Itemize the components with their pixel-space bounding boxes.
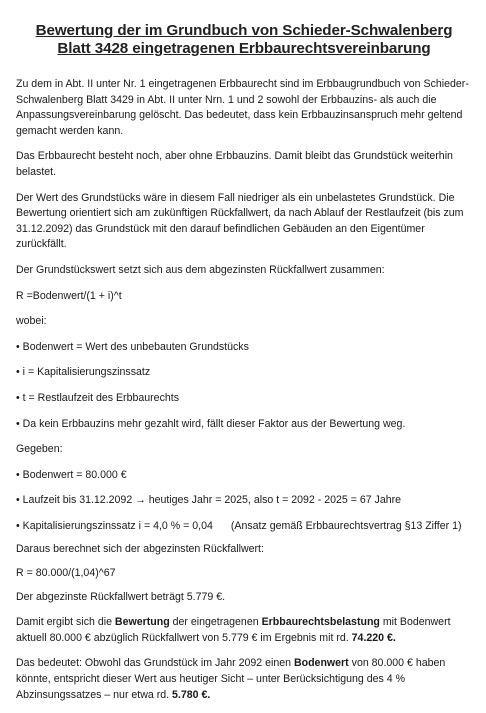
title-line-2: Blatt 3428 eingetragenen Erbbaurechtsvereinbarung xyxy=(57,40,431,57)
title-line-1: Bewertung der im Grundbuch von Schieder-Schwalenberg xyxy=(35,22,453,39)
paragraph-formula-intro: Der Grundstückswert setzt sich aus dem abgezinsten Rückfallwert zusammen: xyxy=(16,263,385,276)
gegeben-label: Gegeben: xyxy=(16,443,63,456)
bullet-bodenwert: • Bodenwert = Wert des unbebauten Grundstücks xyxy=(16,340,474,356)
summary-text-1: Damit ergibt sich die xyxy=(16,616,115,629)
calculation-result: Der abgezinste Rückfallwert beträgt 5.779 €. xyxy=(16,590,226,603)
given-zinssatz-source: (Ansatz gemäß Erbbaurechtsvertrag §13 Ziffer 1) xyxy=(230,519,462,532)
summary-text-2: der eingetragenen xyxy=(169,616,262,629)
given-laufzeit: • Laufzeit bis 31.12.2092 → heutiges Jahr = 2025, also t = 2092 - 2025 = 67 Jahre xyxy=(16,493,474,509)
given-bodenwert: • Bodenwert = 80.000 € xyxy=(16,468,474,484)
wobei-label: wobei: xyxy=(16,315,47,328)
summary-text-3: mit Bodenwert aktuell 80.000 € abzüglich Rückfallwert von 5.779 € im Ergebnis mit rd. xyxy=(16,616,451,644)
given-zinssatz xyxy=(16,519,474,535)
summary-meaning xyxy=(16,656,474,703)
summary-bold-belastung: Erbbaurechtsbelastung xyxy=(261,616,380,629)
meaning-bold-amount: 5.780 €. xyxy=(172,688,211,701)
summary-valuation xyxy=(16,615,474,646)
calculation-formula: R = 80.000/(1,04)^67 xyxy=(16,567,116,580)
given-zinssatz-value: Kapitalisierungszinssatz i = 4,0 % = 0,04 xyxy=(22,519,213,532)
bullet-restlaufzeit: • t = Restlaufzeit des Erbbaurechts xyxy=(16,391,474,407)
paragraph-status: Das Erbbaurecht besteht noch, aber ohne Erbbauzins. Damit bleibt das Grundstück weiterhin belastet. xyxy=(16,150,453,178)
paragraph-deletion: Zu dem in Abt. II unter Nr. 1 eingetragenen Erbbaurecht sind im Erbbaugrundbuch von Schieder-Schwalenberg Blatt 3429 in Abt. II unter Nrn. 1 und 2 sowohl der Erbbauzins- als auch die Anpassungsvereinbarung gelöscht. Das bedeutet, dass kein Erbbauzinsanspruch mehr geltend gemacht werden kann. xyxy=(16,78,469,137)
bullet-zinssatz: • i = Kapitalisierungszinssatz xyxy=(16,365,474,381)
meaning-text-2: von 80.000 € haben könnte, entspricht dieser Wert aus heutiger Sicht – unter Berücksichtigung des 4 % Abzinsungssatzes – nur etwa rd. xyxy=(16,657,446,701)
meaning-text-1: Das bedeutet: Obwohl das Grundstück im Jahr 2092 einen xyxy=(16,657,294,670)
summary-bold-amount: 74.220 €. xyxy=(351,631,396,644)
calculation-intro: Daraus berechnet sich der abgezinsten Rückfallwert: xyxy=(16,543,264,556)
meaning-bold-bodenwert: Bodenwert xyxy=(293,657,349,670)
bullet-no-erbbauzins: • Da kein Erbbauzins mehr gezahlt wird, fällt dieser Faktor aus der Bewertung weg. xyxy=(16,417,474,433)
document-title xyxy=(16,0,472,58)
formula: R =Bodenwert/(1 + i)^t xyxy=(16,289,122,302)
paragraph-valuation-basis: Der Wert des Grundstücks wäre in diesem Fall niedriger als ein unbelastetes Grundstück. Die Bewertung orientiert sich am zukünftigen Rückfallwert, da nach Ablauf der Restlaufzeit (bis zum 31.12.2092) das Grundstück mit den darauf befindlichen Gebäuden an den Eigentümer zurückfällt. xyxy=(16,191,464,251)
summary-bold-bewertung: Bewertung xyxy=(114,616,170,629)
document-body xyxy=(16,77,474,713)
